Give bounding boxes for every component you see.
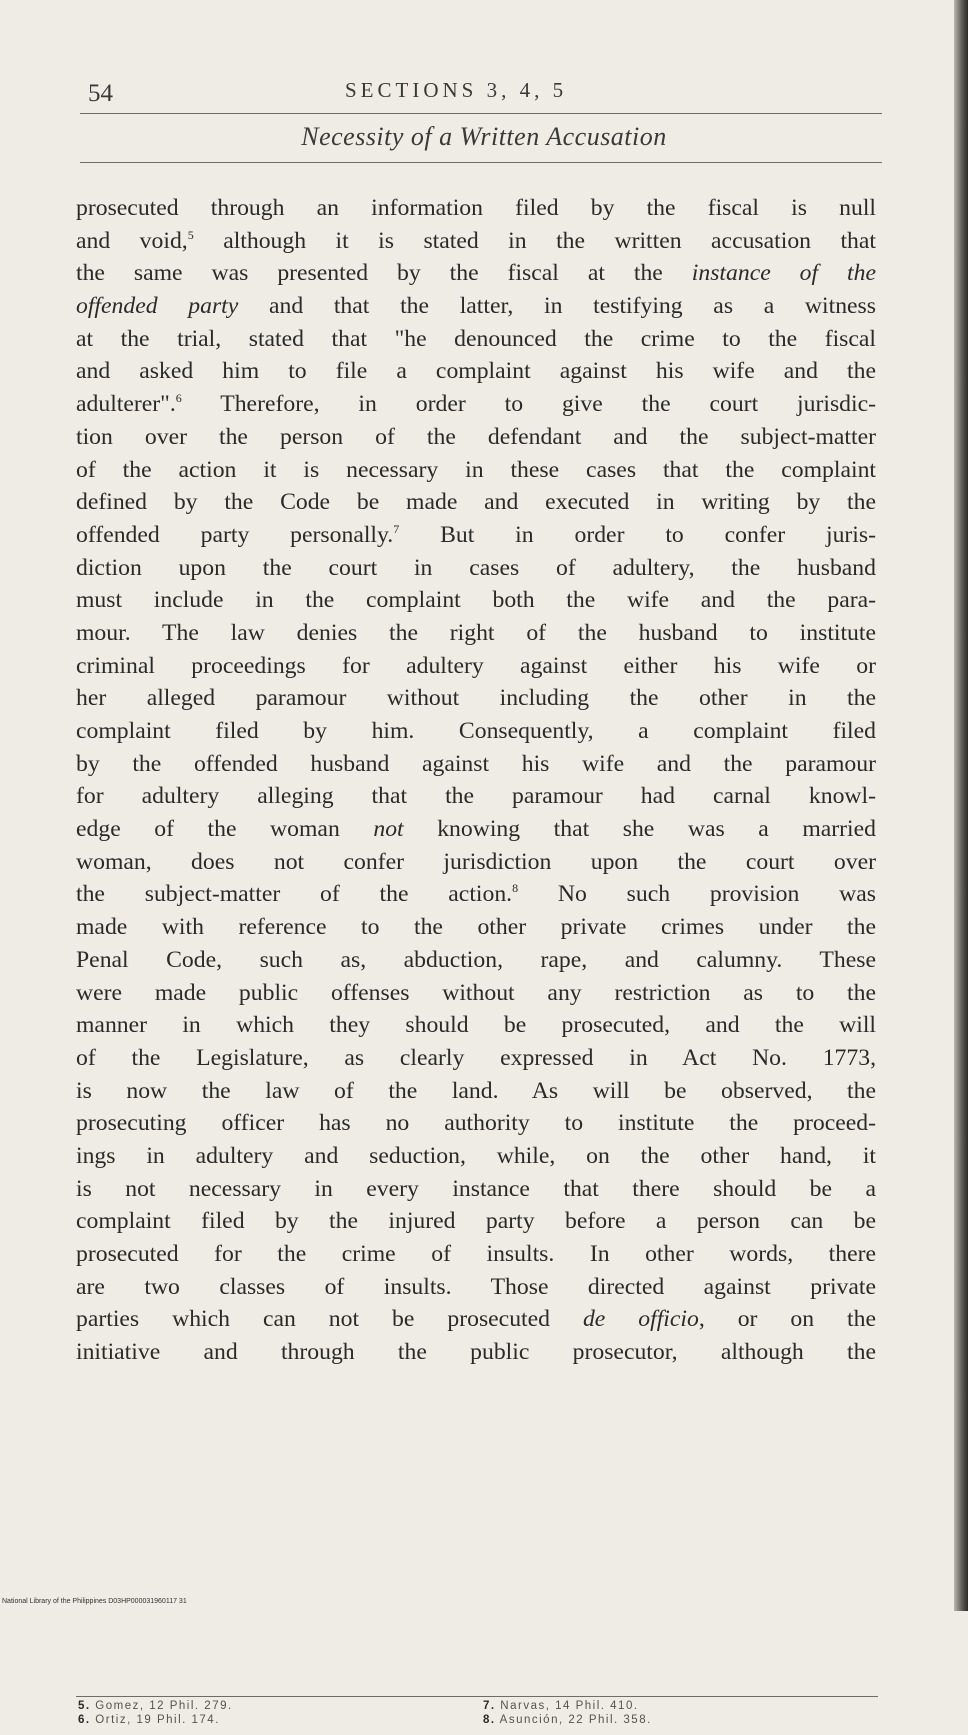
running-head: SECTIONS 3, 4, 5 — [345, 78, 568, 102]
footnote-number: 8. — [483, 1714, 496, 1726]
footnote-text: Ortiz, 19 Phil. 174. — [95, 1714, 220, 1726]
body-line: manner in which they should be prosecuted, and the will — [76, 1012, 876, 1039]
footnote-number: 6. — [78, 1714, 91, 1726]
footnote-rule — [76, 1696, 878, 1697]
footnote-text: Asunción, 22 Phil. 358. — [499, 1714, 652, 1726]
body-line: for adultery alleging that the paramour had carnal knowl- — [76, 783, 876, 810]
body-line: diction upon the court in cases of adultery, the husband — [76, 554, 876, 581]
footnote-reference: 7 — [393, 521, 400, 536]
body-line: tion over the person of the defendant and the subject-matter — [76, 423, 876, 450]
footnote-7 — [483, 1699, 652, 1713]
body-line: complaint filed by him. Consequently, a complaint filed — [76, 718, 876, 744]
footnote-reference: 5 — [187, 227, 194, 242]
body-line: ings in adultery and seduction, while, on the other hand, it — [76, 1142, 876, 1169]
body-line: offended party and that the latter, in testifying as a witness — [76, 293, 876, 320]
footnote-6 — [78, 1713, 233, 1727]
body-line: were made public offenses without any restriction as to the — [76, 979, 876, 1006]
italic-phrase: instance of the — [691, 260, 876, 287]
body-line: prosecuting officer has no authority to institute the proceed- — [76, 1110, 876, 1137]
page-number: 54 — [88, 80, 113, 107]
body-line: is now the law of the land. As will be observed, the — [76, 1077, 876, 1104]
footnote-number: 5. — [78, 1700, 91, 1712]
footnote-text: Narvas, 14 Phil. 410. — [500, 1700, 639, 1712]
body-line: is not necessary in every instance that there should be a — [76, 1175, 876, 1202]
body-line: adulterer".$^6$ Therefore, in order to give the court jurisdic- — [76, 391, 876, 418]
italic-phrase: de officio — [582, 1306, 699, 1333]
header-rule — [80, 113, 882, 114]
footnotes-left-column — [78, 1699, 233, 1727]
body-line: the same was presented by the fiscal at the instance of the — [76, 260, 876, 287]
italic-phrase: offended party — [76, 293, 239, 320]
subtitle-rule — [80, 162, 882, 163]
body-line: must include in the complaint both the wife and the para- — [76, 587, 876, 614]
body-line: of the action it is necessary in these cases that the complaint — [76, 456, 876, 483]
body-line: are two classes of insults. Those directed against private — [76, 1273, 876, 1300]
section-subtitle: Necessity of a Written Accusation — [301, 122, 667, 151]
body-line: mour. The law denies the right of the husband to institute — [76, 619, 876, 646]
footnote-reference: 8 — [512, 881, 519, 896]
footnote-8 — [483, 1713, 652, 1727]
footnote-text: Gomez, 12 Phil. 279. — [95, 1700, 233, 1712]
page-edge-shadow — [954, 0, 968, 1611]
body-line: of the Legislature, as clearly expressed in Act No. 1773, — [76, 1044, 876, 1071]
footnote-5 — [78, 1699, 233, 1713]
body-line: criminal proceedings for adultery against either his wife or — [76, 652, 876, 679]
footnotes — [78, 1699, 878, 1735]
body-line: and void,$^5$ although it is stated in the written accusation that — [76, 227, 876, 254]
body-line: offended party personally.$^7$ But in order to confer juris- — [76, 521, 876, 548]
body-line: prosecuted through an information filed by the fiscal is null — [76, 195, 876, 221]
body-line: initiative and through the public prosecutor, although the — [76, 1339, 876, 1366]
body-line: edge of the woman not knowing that she was a married — [76, 816, 876, 843]
body-line: her alleged paramour without including the other in the — [76, 685, 876, 712]
footnote-reference: 6 — [175, 391, 182, 406]
body-text — [76, 192, 876, 1369]
body-line: the subject-matter of the action.$^8$ No such provision was — [76, 881, 876, 908]
body-line: and asked him to file a complaint against his wife and the — [76, 358, 876, 385]
library-watermark: National Library of the Philippines D03HP000031960117 31 — [2, 1598, 187, 1605]
body-line: parties which can not be prosecuted de officio, or on the — [76, 1306, 876, 1333]
body-line: complaint filed by the injured party before a person can be — [76, 1208, 876, 1235]
italic-phrase: not — [373, 816, 404, 843]
body-line: Penal Code, such as, abduction, rape, and calumny. These — [76, 946, 876, 973]
body-line: defined by the Code be made and executed in writing by the — [76, 489, 876, 516]
footnotes-right-column — [483, 1699, 652, 1727]
body-line: prosecuted for the crime of insults. In other words, there — [76, 1241, 876, 1267]
body-line: at the trial, stated that "he denounced the crime to the fiscal — [76, 325, 876, 352]
footnote-number: 7. — [483, 1700, 496, 1712]
body-line: made with reference to the other private crimes under the — [76, 914, 876, 941]
body-line: by the offended husband against his wife and the paramour — [76, 750, 876, 777]
body-line: woman, does not confer jurisdiction upon the court over — [76, 848, 876, 875]
page-header — [75, 76, 875, 112]
